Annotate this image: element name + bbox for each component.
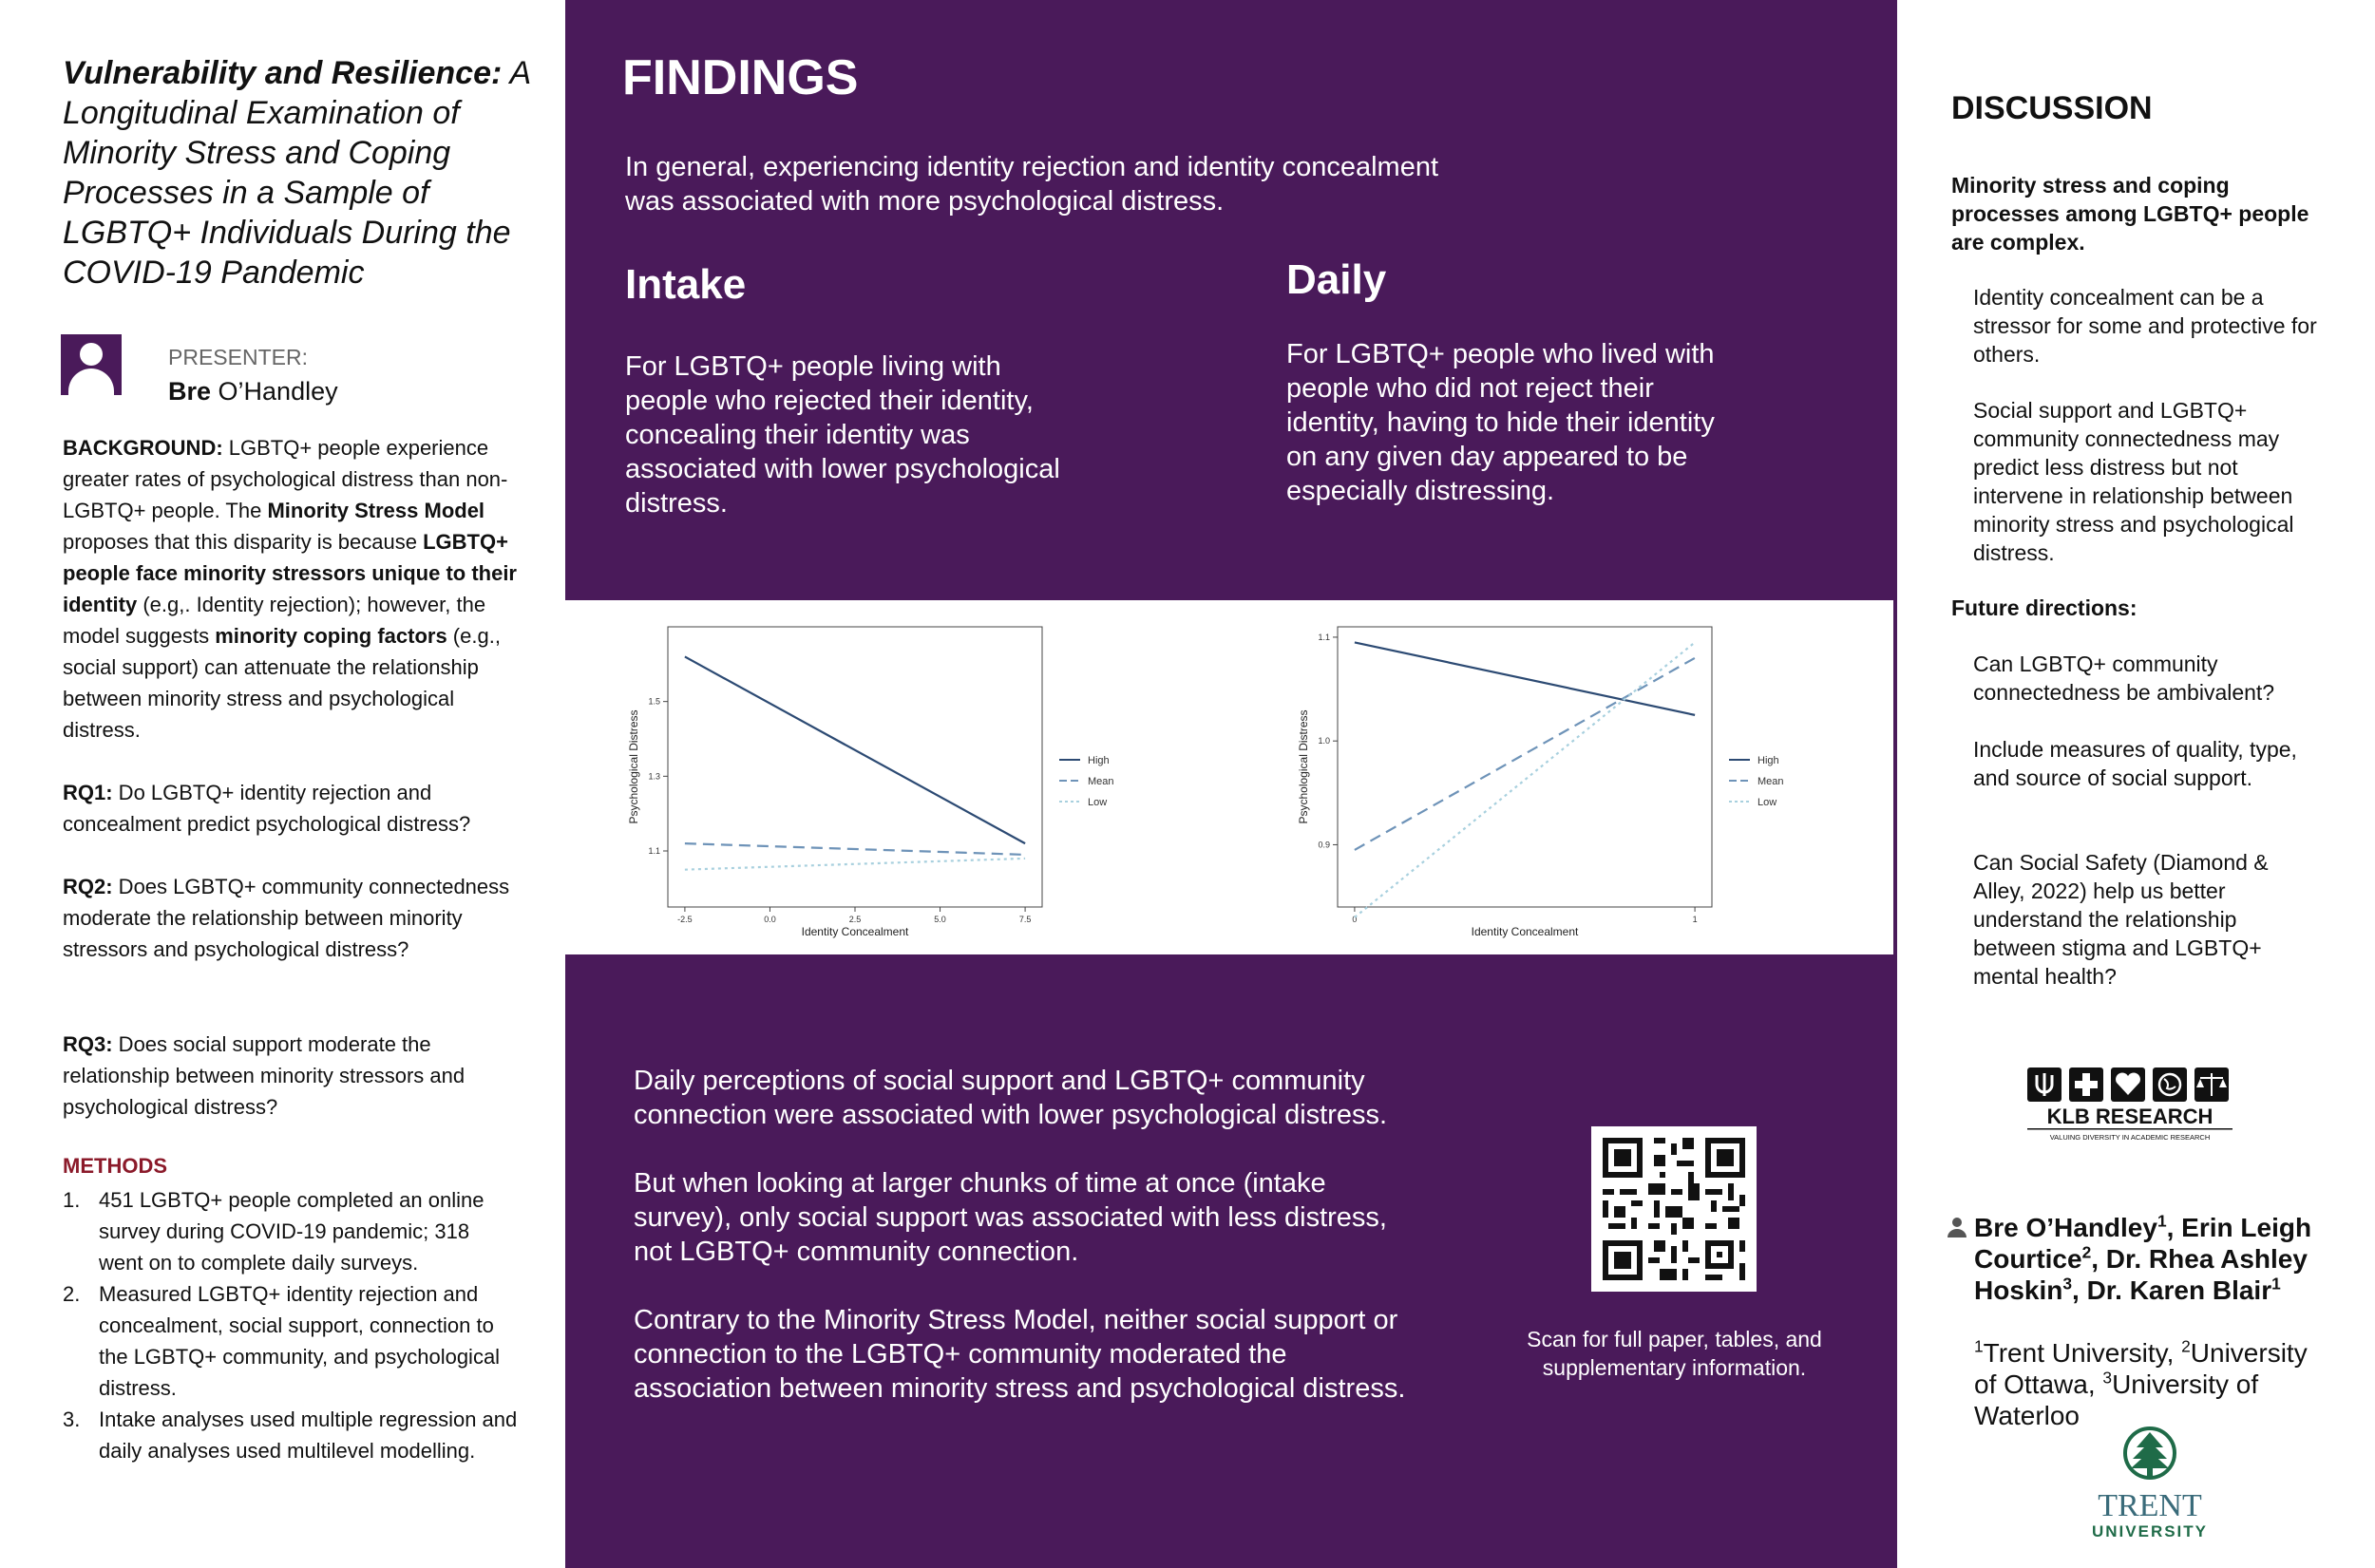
presenter-last: O’Handley (211, 377, 338, 406)
klb-tagline: VALUING DIVERSITY IN ACADEMIC RESEARCH (2049, 1133, 2211, 1142)
findings-bottom-text (634, 1064, 1422, 1440)
x-axis-label: Identity Concealment (1471, 925, 1579, 938)
y-tick-label: 1.0 (1318, 736, 1330, 746)
background-bold-3: minority coping factors (215, 624, 447, 648)
rq1 (63, 777, 519, 840)
title-rest: A Longitudinal Examination of Minority Stress and Coping Processes in a Sample of LGBTQ+ Individuals During the COVID-19 Pandemic (63, 55, 530, 291)
klb-name: KLB RESEARCH (2046, 1105, 2214, 1128)
affil-sup: 1 (1974, 1336, 1984, 1356)
findings-general: In general, experiencing identity rejection and identity concealment was associated with more psychological distress. (625, 152, 1439, 217)
author: Bre O’Handley (1974, 1213, 2157, 1242)
methods-item-text: Intake analyses used multiple regression and daily analyses used multilevel modelling. (99, 1407, 518, 1463)
bottom-paragraph: Contrary to the Minority Stress Model, neither social support or connection to the LGBTQ+ community moderated the association between minority stress and psychological distress. (634, 1305, 1406, 1404)
bottom-paragraph: But when looking at larger chunks of time at once (intake survey), only social support was associated with less distress, not LGBTQ+ community connection. (634, 1168, 1387, 1267)
x-tick-label: 0 (1352, 915, 1358, 924)
x-tick-label: 7.5 (1018, 915, 1032, 924)
author: , Dr. Karen Blair (2072, 1275, 2272, 1305)
methods-heading: METHODS (63, 1154, 167, 1178)
discussion-heading: DISCUSSION (1951, 90, 2153, 126)
x-tick-label: 2.5 (848, 915, 862, 924)
discussion-lead-text: Minority stress and coping processes among LGBTQ+ people are complex. (1951, 173, 2309, 255)
rq1-text: Do LGBTQ+ identity rejection and concealment predict psychological distress? (63, 781, 471, 836)
methods-item (63, 1278, 519, 1404)
background-label: BACKGROUND: (63, 436, 223, 460)
future-item-2: Include measures of quality, type, and source of social support. (1973, 737, 2297, 790)
poster-title (63, 53, 538, 293)
intake-chart (620, 619, 1209, 942)
y-tick-label: 1.3 (648, 771, 660, 782)
rq2 (63, 871, 519, 965)
legend-label: High (1758, 755, 1779, 766)
legend-label: Mean (1088, 776, 1114, 787)
methods-item-text: 451 LGBTQ+ people completed an online survey during COVID-19 pandemic; 318 went on to complete daily surveys. (99, 1188, 484, 1275)
intake-heading: Intake (625, 261, 747, 308)
rq2-text: Does LGBTQ+ community connectedness moderate the relationship between minority stressors and psychological distress? (63, 875, 510, 961)
y-axis-label: Psychological Distress (627, 709, 640, 824)
methods-item-num: 2. (63, 1282, 81, 1306)
x-tick-label: 5.0 (934, 915, 946, 924)
methods-item (63, 1184, 519, 1278)
title-bold: Vulnerability and Resilience: (63, 55, 503, 91)
qr-caption: Scan for full paper, tables, and supplementary information. (1527, 1327, 1822, 1380)
methods-item (63, 1404, 519, 1466)
rq1-label: RQ1: (63, 781, 113, 804)
daily-heading: Daily (1286, 256, 1387, 303)
y-tick-label: 1.1 (648, 846, 660, 856)
author: , Erin Leigh Courtice (1974, 1213, 2312, 1274)
legend-label: High (1088, 755, 1110, 766)
author-sup: 1 (2271, 1274, 2281, 1294)
author-sup: 1 (2156, 1211, 2167, 1231)
background-text-1: LGBTQ+ people experience greater rates of psychological distress than non-LGBTQ+ people. The (63, 436, 508, 522)
background-bold-2: LGBTQ+ people face minority stressors unique to their identity (63, 530, 517, 616)
presenter-label: PRESENTER: (168, 345, 308, 369)
future-item-1: Can LGBTQ+ community connectedness be ambivalent? (1973, 652, 2275, 705)
background-text-4: (e.g., social support) can attenuate the relationship between minority stress and psychological distress. (63, 624, 501, 742)
future-item-3: Can Social Safety (Diamond & Alley, 2022) help us better understand the relationship between stigma and LGBTQ+ mental health? (1973, 850, 2269, 989)
author-sup: 2 (2081, 1242, 2092, 1262)
presenter-avatar-icon (61, 334, 122, 395)
discussion-p1: Identity concealment can be a stressor for some and protective for others. (1973, 285, 2317, 367)
discussion-lead (1951, 171, 2322, 256)
presenter-first: Bre (168, 377, 212, 406)
future-heading (1951, 594, 2322, 622)
affil-sup: 3 (2102, 1368, 2113, 1388)
methods-item-num: 1. (63, 1188, 81, 1212)
affiliation: University of Ottawa, (1974, 1338, 2308, 1399)
rq3-label: RQ3: (63, 1032, 113, 1056)
trent-sub: UNIVERSITY (2091, 1522, 2209, 1540)
person-icon (1948, 1217, 1966, 1237)
x-axis-label: Identity Concealment (801, 925, 909, 938)
legend-label: Low (1758, 797, 1777, 808)
chart-band (563, 600, 1893, 954)
discussion-p2: Social support and LGBTQ+ community connectedness may predict less distress but not intervene in relationship between minority stress and psychological distress. (1973, 398, 2294, 565)
affiliations (1974, 1337, 2335, 1431)
trent-university-logo (2077, 1425, 2224, 1543)
methods-list (63, 1184, 519, 1466)
x-tick-label: 0.0 (764, 915, 776, 924)
x-tick-label: 1 (1692, 915, 1698, 924)
legend-label: Low (1088, 797, 1108, 808)
affiliation: Trent University, (1983, 1338, 2182, 1368)
affil-sup: 2 (2181, 1336, 2191, 1356)
author-sup: 3 (2062, 1274, 2073, 1294)
intake-text: For LGBTQ+ people living with people who rejected their identity, concealing their identity was associated with lower psychological distress. (625, 351, 1060, 519)
y-tick-label: 1.1 (1318, 632, 1330, 642)
y-tick-label: 0.9 (1318, 840, 1330, 850)
authors (1974, 1212, 2335, 1306)
background-paragraph (63, 432, 519, 746)
background-bold-1: Minority Stress Model (267, 499, 485, 522)
y-axis-label: Psychological Distress (1297, 709, 1310, 824)
qr-code[interactable] (1591, 1126, 1757, 1292)
affiliation: University of Waterloo (1974, 1370, 2259, 1430)
rq3-text: Does social support moderate the relationship between minority stressors and psychological distress? (63, 1032, 466, 1119)
daily-chart (1290, 619, 1879, 942)
daily-text: For LGBTQ+ people who lived with people who did not reject their identity, having to hide their identity on any given day appeared to be especially distressing. (1286, 339, 1715, 506)
findings-heading: FINDINGS (622, 50, 859, 105)
presenter-name (168, 377, 338, 406)
plot-frame (1338, 627, 1712, 907)
klb-research-logo (2025, 1066, 2234, 1146)
methods-item-text: Measured LGBTQ+ identity rejection and concealment, social support, connection to the LGBTQ+ community, and psychological distress. (99, 1282, 501, 1400)
legend-label: Mean (1758, 776, 1784, 787)
y-tick-label: 1.5 (648, 696, 660, 707)
background-text-2: proposes that this disparity is because (63, 530, 424, 554)
rq3 (63, 1029, 519, 1123)
future-heading-text: Future directions: (1951, 595, 2138, 620)
author: , Dr. Rhea Ashley Hoskin (1974, 1244, 2308, 1305)
bottom-paragraph: Daily perceptions of social support and LGBTQ+ community connection were associated with lower psychological distress. (634, 1066, 1388, 1130)
plot-frame (668, 627, 1042, 907)
x-tick-label: -2.5 (677, 915, 693, 924)
background-text-3: (e.g,. Identity rejection); however, the model suggests (63, 593, 486, 648)
methods-item-num: 3. (63, 1407, 81, 1431)
rq2-label: RQ2: (63, 875, 113, 898)
trent-name: TRENT (2098, 1488, 2202, 1523)
